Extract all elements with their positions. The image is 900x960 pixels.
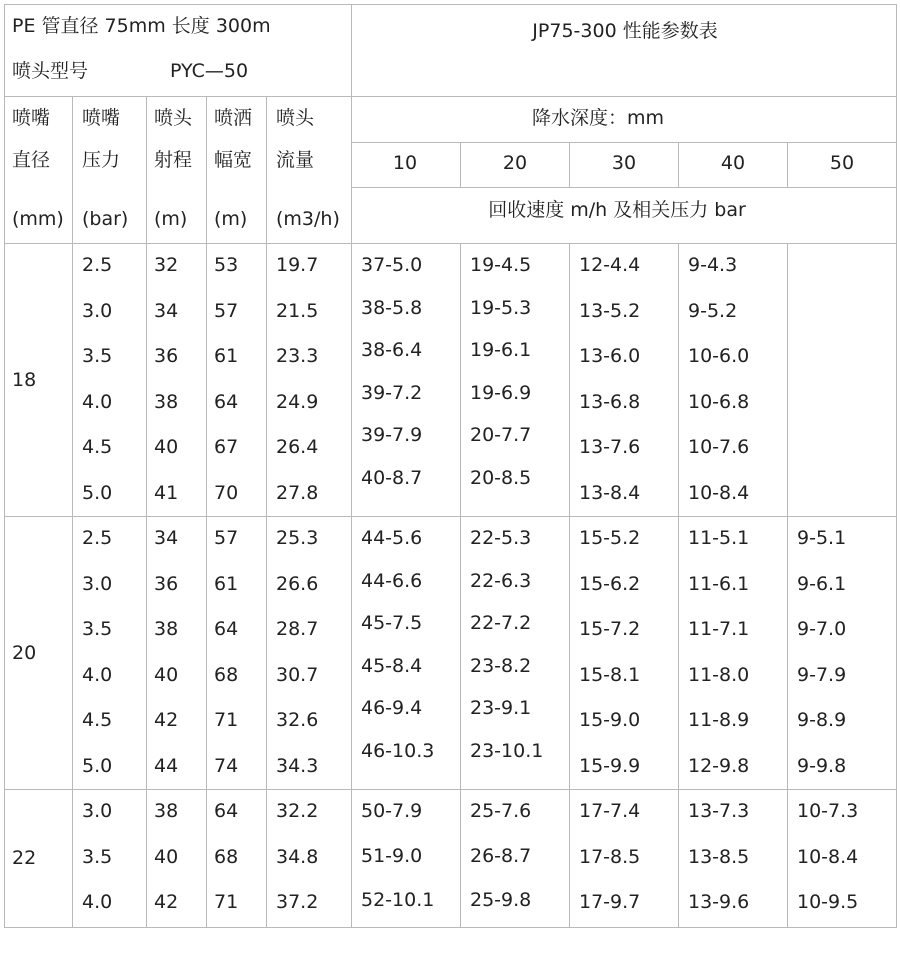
table-title: JP75-300 性能参数表 [532, 20, 718, 42]
grid-line-vertical [146, 96, 147, 928]
flow-cell: 26.4 [276, 436, 319, 458]
flow-cell: 23.3 [276, 345, 319, 367]
recovery-cell: 9-6.1 [797, 572, 847, 595]
recovery-cell: 13-6.0 [579, 345, 641, 367]
recovery-cell: 19-5.3 [470, 296, 532, 319]
header-spray-width: (m) [214, 208, 248, 230]
header-nozzle-pressure: 压力 [82, 149, 121, 171]
recovery-cell: 22-7.2 [470, 612, 532, 634]
recovery-cell: 11-7.1 [688, 618, 750, 640]
recovery-cell: 17-7.4 [579, 800, 641, 822]
recovery-cell: 19-6.1 [470, 339, 532, 361]
recovery-cell: 10-9.5 [797, 891, 859, 913]
nozzle-diameter-cell: 18 [12, 368, 37, 391]
recovery-cell: 9-7.0 [797, 618, 847, 640]
width-cell: 57 [214, 299, 239, 322]
recovery-cell: 50-7.9 [361, 800, 423, 822]
recovery-cell: 39-7.2 [361, 381, 423, 404]
nozzle-diameter-cell: 22 [12, 847, 37, 869]
width-cell: 67 [214, 436, 239, 458]
range-cell: 36 [154, 345, 179, 367]
grid-line-vertical [72, 96, 73, 928]
pressure-cell: 3.0 [82, 299, 113, 322]
recovery-cell: 39-7.9 [361, 424, 423, 446]
recovery-cell: 12-9.8 [688, 754, 750, 777]
range-cell: 36 [154, 572, 179, 595]
pressure-cell: 4.0 [82, 891, 113, 913]
flow-cell: 37.2 [276, 891, 319, 913]
width-cell: 57 [214, 527, 239, 549]
width-cell: 64 [214, 618, 239, 640]
recovery-cell: 15-7.2 [579, 618, 641, 640]
grid-line-horizontal [4, 96, 897, 97]
recovery-cell: 13-8.4 [579, 481, 641, 504]
range-cell: 42 [154, 709, 179, 731]
grid-line-horizontal [4, 243, 897, 244]
header-recovery-title: 回收速度 m/h 及相关压力 bar [488, 199, 746, 221]
pressure-cell: 4.0 [82, 663, 113, 686]
header-nozzle-diameter: 喷嘴 [12, 107, 51, 129]
recovery-cell: 9-9.8 [797, 754, 847, 777]
header-spray-width: 喷洒 [214, 107, 253, 129]
recovery-cell: 25-9.8 [470, 889, 532, 911]
flow-cell: 30.7 [276, 663, 319, 686]
pressure-cell: 2.5 [82, 527, 113, 549]
recovery-cell: 15-5.2 [579, 527, 641, 549]
range-cell: 38 [154, 618, 179, 640]
recovery-cell: 19-4.5 [470, 254, 532, 276]
range-cell: 38 [154, 800, 179, 822]
grid-line-horizontal [351, 142, 897, 143]
header-flow: 流量 [276, 149, 315, 171]
header-spray-range: (m) [154, 208, 188, 230]
recovery-cell: 44-6.6 [361, 569, 423, 592]
range-cell: 41 [154, 481, 179, 504]
grid-line-vertical [4, 4, 5, 928]
recovery-cell: 37-5.0 [361, 254, 423, 276]
grid-line-vertical [678, 142, 679, 188]
nozzle-model-label: 喷头型号 [12, 60, 89, 82]
pressure-cell: 4.5 [82, 436, 113, 458]
pressure-cell: 3.5 [82, 845, 113, 868]
range-cell: 42 [154, 891, 179, 913]
flow-cell: 27.8 [276, 481, 319, 504]
flow-cell: 19.7 [276, 254, 319, 276]
flow-cell: 32.6 [276, 709, 319, 731]
grid-line-vertical [460, 142, 461, 188]
range-cell: 34 [154, 299, 179, 322]
recovery-cell: 10-6.8 [688, 390, 750, 413]
recovery-cell: 20-8.5 [470, 466, 532, 489]
grid-line-vertical [787, 142, 788, 188]
recovery-cell: 26-8.7 [470, 844, 532, 867]
recovery-cell: 15-9.0 [579, 709, 641, 731]
pressure-cell: 5.0 [82, 481, 113, 504]
header-depth-50: 50 [829, 152, 855, 174]
header-spray-range: 射程 [154, 149, 193, 171]
width-cell: 68 [214, 845, 239, 868]
grid-line-vertical [569, 142, 570, 188]
header-nozzle-pressure: (bar) [82, 208, 129, 230]
recovery-cell: 10-7.6 [688, 436, 750, 458]
width-cell: 70 [214, 481, 239, 504]
recovery-cell: 45-8.4 [361, 654, 423, 677]
recovery-cell: 9-5.1 [797, 527, 847, 549]
width-cell: 74 [214, 754, 239, 777]
flow-cell: 32.2 [276, 800, 319, 822]
recovery-cell: 9-8.9 [797, 709, 847, 731]
pressure-cell: 4.5 [82, 709, 113, 731]
range-cell: 40 [154, 436, 179, 458]
grid-line-horizontal [4, 789, 897, 790]
recovery-cell: 20-7.7 [470, 424, 532, 446]
range-cell: 32 [154, 254, 179, 276]
recovery-cell: 15-6.2 [579, 572, 641, 595]
recovery-cell: 15-9.9 [579, 754, 641, 777]
width-cell: 64 [214, 800, 239, 822]
recovery-cell: 25-7.6 [470, 800, 532, 822]
width-cell: 53 [214, 254, 239, 276]
header-depth-30: 30 [611, 152, 637, 174]
header-spray-range: 喷头 [154, 107, 193, 129]
flow-cell: 25.3 [276, 527, 319, 549]
flow-cell: 24.9 [276, 390, 319, 413]
header-nozzle-diameter: 直径 [12, 149, 51, 171]
grid-line-vertical [787, 243, 788, 928]
recovery-cell: 12-4.4 [579, 254, 641, 276]
recovery-cell: 9-4.3 [688, 254, 738, 276]
recovery-cell: 13-6.8 [579, 390, 641, 413]
grid-line-vertical [266, 96, 267, 928]
header-nozzle-pressure: 喷嘴 [82, 107, 121, 129]
recovery-cell: 38-6.4 [361, 339, 423, 361]
recovery-cell: 19-6.9 [470, 381, 532, 404]
recovery-cell: 23-10.1 [470, 739, 544, 762]
range-cell: 44 [154, 754, 179, 777]
range-cell: 40 [154, 845, 179, 868]
grid-line-vertical [460, 243, 461, 928]
grid-line-vertical [206, 96, 207, 928]
width-cell: 61 [214, 572, 239, 595]
recovery-cell: 52-10.1 [361, 889, 435, 911]
flow-cell: 34.8 [276, 845, 319, 868]
recovery-cell: 11-5.1 [688, 527, 750, 549]
header-depth-40: 40 [720, 152, 746, 174]
grid-line-vertical [678, 243, 679, 928]
header-nozzle-diameter: (mm) [12, 208, 64, 230]
recovery-cell: 13-5.2 [579, 299, 641, 322]
width-cell: 71 [214, 709, 239, 731]
recovery-cell: 17-9.7 [579, 891, 641, 913]
grid-line-vertical [351, 4, 352, 928]
pipe-spec: PE 管直径 75mm 长度 300m [12, 15, 271, 37]
recovery-cell: 13-9.6 [688, 891, 750, 913]
width-cell: 64 [214, 390, 239, 413]
range-cell: 34 [154, 527, 179, 549]
recovery-cell: 10-8.4 [688, 481, 750, 504]
recovery-cell: 11-8.0 [688, 663, 750, 686]
recovery-cell: 46-10.3 [361, 739, 435, 762]
pressure-cell: 2.5 [82, 254, 113, 276]
nozzle-diameter-cell: 20 [12, 641, 37, 664]
recovery-cell: 11-6.1 [688, 572, 750, 595]
recovery-cell: 10-7.3 [797, 800, 859, 822]
pressure-cell: 3.5 [82, 618, 113, 640]
flow-cell: 34.3 [276, 754, 319, 777]
flow-cell: 21.5 [276, 299, 319, 322]
recovery-cell: 45-7.5 [361, 612, 423, 634]
recovery-cell: 51-9.0 [361, 844, 423, 867]
grid-line-horizontal [351, 187, 897, 188]
recovery-cell: 10-6.0 [688, 345, 750, 367]
recovery-cell: 17-8.5 [579, 845, 641, 868]
range-cell: 40 [154, 663, 179, 686]
grid-line-horizontal [4, 927, 897, 928]
header-depth-20: 20 [502, 152, 528, 174]
recovery-cell: 46-9.4 [361, 697, 423, 719]
recovery-cell: 23-9.1 [470, 697, 532, 719]
recovery-cell: 13-7.3 [688, 800, 750, 822]
grid-line-horizontal [4, 4, 897, 5]
recovery-cell: 22-6.3 [470, 569, 532, 592]
recovery-cell: 10-8.4 [797, 845, 859, 868]
header-flow: (m3/h) [276, 208, 340, 230]
header-depth-10: 10 [392, 152, 418, 174]
recovery-cell: 13-7.6 [579, 436, 641, 458]
flow-cell: 28.7 [276, 618, 319, 640]
pressure-cell: 3.0 [82, 800, 113, 822]
recovery-cell: 11-8.9 [688, 709, 750, 731]
width-cell: 61 [214, 345, 239, 367]
recovery-cell: 15-8.1 [579, 663, 641, 686]
header-flow: 喷头 [276, 107, 315, 129]
recovery-cell: 9-5.2 [688, 299, 738, 322]
pressure-cell: 3.5 [82, 345, 113, 367]
pressure-cell: 5.0 [82, 754, 113, 777]
width-cell: 71 [214, 891, 239, 913]
recovery-cell: 23-8.2 [470, 654, 532, 677]
grid-line-vertical [569, 243, 570, 928]
pressure-cell: 4.0 [82, 390, 113, 413]
header-spray-width: 幅宽 [214, 149, 253, 171]
flow-cell: 26.6 [276, 572, 319, 595]
nozzle-model-value: PYC—50 [170, 60, 249, 82]
recovery-cell: 38-5.8 [361, 296, 423, 319]
pressure-cell: 3.0 [82, 572, 113, 595]
recovery-cell: 44-5.6 [361, 527, 423, 549]
recovery-cell: 13-8.5 [688, 845, 750, 868]
recovery-cell: 22-5.3 [470, 527, 532, 549]
recovery-cell: 9-7.9 [797, 663, 847, 686]
recovery-cell: 40-8.7 [361, 466, 423, 489]
grid-line-horizontal [4, 516, 897, 517]
range-cell: 38 [154, 390, 179, 413]
header-depth-title: 降水深度：mm [531, 107, 665, 129]
width-cell: 68 [214, 663, 239, 686]
grid-line-vertical [896, 4, 897, 928]
